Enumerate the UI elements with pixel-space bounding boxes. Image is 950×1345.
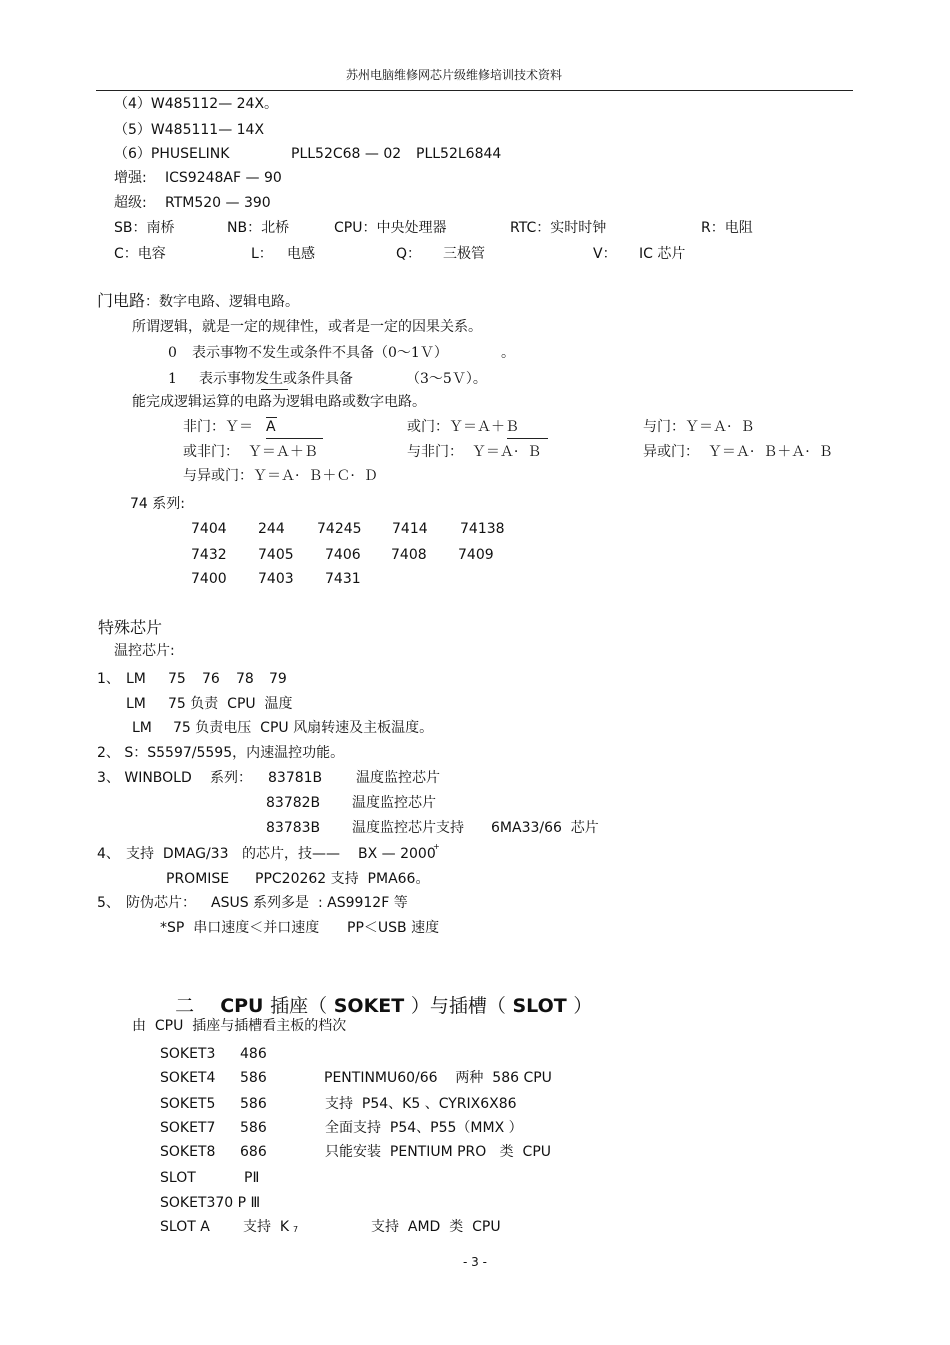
abbr-q: Q： (396, 246, 422, 262)
series74-cell: 7409 (458, 547, 494, 563)
and-gate: 与门：Ｙ＝Ａ· Ｂ (643, 419, 755, 435)
gate-capable: 能完成逻辑运算的电路为逻辑电路或数字电路。 (132, 394, 426, 410)
gate-title-suffix: ：数字电路、逻辑电路。 (145, 294, 300, 310)
special-title: 特殊芯片 (98, 618, 163, 637)
not-gate-overbar (266, 417, 277, 418)
socket-name: SOKET5 (160, 1096, 216, 1112)
series74-cell: 7414 (392, 521, 428, 537)
abbr-sb: SB：南桥 (114, 220, 175, 236)
line-6-c: PLL52L6844 (416, 146, 502, 162)
series74-cell: 7403 (258, 571, 294, 587)
item5b-sp: *SP 串口速度＜并口速度 (160, 920, 320, 936)
item4-chip: 的芯片，技—— (242, 846, 340, 862)
nor-gate: 或非门： Ｙ＝Ａ＋Ｂ (183, 444, 318, 460)
abbr-c: C：电容 (114, 246, 166, 262)
line-6-b: PLL52C68 — 02 (291, 146, 402, 162)
gate-desc: 所谓逻辑，就是一定的规律性，或者是一定的因果关系。 (132, 319, 482, 335)
item1-lm: LM (126, 671, 146, 687)
item4b-text: PPC20262 支持 PMA66。 (255, 871, 430, 887)
item4-sup: + (433, 842, 440, 851)
socket-class: 486 (240, 1046, 267, 1062)
page-number: - 3 - (463, 1255, 487, 1269)
abbr-l: L： (251, 246, 273, 262)
series74-cell: 7405 (258, 547, 294, 563)
abbr-q-value: 三极管 (443, 246, 485, 262)
section2-title-d: ）与插槽（ (410, 995, 506, 1017)
item4-num: 4、 (97, 846, 120, 862)
series74-cell: 74245 (317, 521, 362, 537)
series74-cell: 7408 (391, 547, 427, 563)
super-label: 超级: (114, 195, 147, 211)
socket-desc: 支持 P54、K5 、CYRIX6X86 (325, 1096, 517, 1112)
item3-chip3-desc: 温度监控芯片支持 (352, 820, 464, 836)
gate-zero-end: 。 (501, 345, 515, 361)
super-value: RTM520 — 390 (165, 195, 271, 211)
series74-cell: 7406 (325, 547, 361, 563)
socket-class: 686 (240, 1144, 267, 1160)
socket-name: SLOT (160, 1170, 196, 1186)
section2-heading (165, 981, 592, 1016)
item4-bx: BX — 2000 (358, 846, 436, 862)
socket-name: SOKET8 (160, 1144, 216, 1160)
socket-class: 586 (240, 1070, 267, 1086)
abbr-l-value: 电感 (287, 246, 315, 262)
item3-label: 3、 WINBOLD (97, 770, 192, 786)
or-gate: 或门：Ｙ＝Ａ＋Ｂ (407, 419, 519, 435)
or-gate-underline (507, 438, 548, 439)
line-4: （4）W485112— 24X。 (114, 96, 279, 112)
item1a-lm: LM (126, 696, 146, 712)
item1-75: 75 (168, 671, 186, 687)
and-xor-gate: 与异或门：Ｙ＝Ａ· Ｂ＋Ｃ· Ｄ (183, 468, 378, 484)
socket-class: 586 (240, 1096, 267, 1112)
abbr-v: V： (593, 246, 617, 262)
socket-name: SLOT A (160, 1219, 210, 1235)
socket-name: SOKET370 P Ⅲ (160, 1195, 261, 1211)
section2-title-e: SLOT (505, 995, 574, 1017)
item1-num: 1、 (97, 671, 120, 687)
section2-title-f: ） (573, 995, 593, 1017)
item3-chip3: 83783B (266, 820, 321, 836)
section2-title-b: 插座（ (270, 995, 328, 1017)
xor-gate: 异或门： Ｙ＝Ａ· Ｂ＋Ａ· Ｂ (643, 444, 833, 460)
gate-one-text: 表示事物发生或条件具备 (199, 371, 353, 387)
section2-title-c: SOKET (327, 995, 411, 1017)
gate-heading (97, 293, 299, 309)
item3-chip3-extra: 6MA33/66 芯片 (491, 820, 599, 836)
series74-cell: 7404 (191, 521, 227, 537)
item4b-promise: PROMISE (166, 871, 230, 887)
socket-desc: 只能安装 PENTIUM PRO 类 CPU (325, 1144, 552, 1160)
gate-underline-mark (261, 389, 288, 390)
line-6-a: （6）PHUSELINK (114, 146, 230, 162)
abbr-nb: NB：北桥 (227, 220, 290, 236)
section2-intro: 由 CPU 插座与插槽看主板的档次 (132, 1018, 347, 1034)
enhanced-label: 增强: (114, 170, 147, 186)
special-subtitle: 温控芯片: (114, 643, 175, 659)
socket-class: 586 (240, 1120, 267, 1136)
item1-78: 78 (236, 671, 254, 687)
nand-gate: 与非门： Ｙ＝Ａ· Ｂ (407, 444, 542, 460)
not-gate-label: 非门：Ｙ＝ (183, 419, 253, 435)
gate-one-range: （3～5Ｖ）。 (406, 371, 487, 387)
item4-support: 支持 DMAG/33 (126, 846, 229, 862)
item1-79: 79 (269, 671, 287, 687)
item1a-text: 75 负责 CPU 温度 (168, 696, 293, 712)
item1b-lm: LM (132, 720, 152, 736)
page-header-title: 苏州电脑维修网芯片级维修培训技术资料 (346, 68, 563, 82)
socket-desc: 全面支持 P54、P55（MMX ） (325, 1120, 523, 1136)
abbr-v-value: IC 芯片 (639, 246, 686, 262)
section2-number: 二 (175, 995, 195, 1017)
enhanced-value: ICS9248AF — 90 (165, 170, 282, 186)
socket-name: SOKET3 (160, 1046, 216, 1062)
item3-series: 系列： (210, 770, 252, 786)
series74-cell: 244 (258, 521, 285, 537)
header-rule (96, 90, 853, 91)
series74-cell: 7400 (191, 571, 227, 587)
item1-76: 76 (202, 671, 220, 687)
series74-cell: 7432 (191, 547, 227, 563)
socket-name: SOKET4 (160, 1070, 216, 1086)
item5-label: 防伪芯片： (126, 895, 196, 911)
item3-chip1: 83781B (268, 770, 323, 786)
line-5: （5）W485111— 14X (114, 122, 265, 138)
item3-chip2-desc: 温度监控芯片 (352, 795, 436, 811)
abbr-r: R：电阻 (701, 220, 753, 236)
socket-name: SOKET7 (160, 1120, 216, 1136)
socket-class: PⅡ (244, 1170, 260, 1186)
item3-chip2: 83782B (266, 795, 321, 811)
item5b-pp: PP＜USB 速度 (347, 920, 440, 936)
item2: 2、 S：S5597/5595，内速温控功能。 (97, 745, 345, 761)
gate-zero-num: 0 (168, 345, 177, 361)
not-gate-underline (266, 438, 323, 439)
series74-cell: 74138 (460, 521, 505, 537)
not-gate-var: A (266, 419, 276, 435)
socket-desc: 支持 AMD 类 CPU (371, 1219, 501, 1235)
socket-class: 支持 K (243, 1219, 290, 1235)
gate-zero-text: 表示事物不发生或条件不具备（0～1Ｖ） (192, 345, 448, 361)
item3-chip1-desc: 温度监控芯片 (356, 770, 440, 786)
item5-num: 5、 (97, 895, 120, 911)
series74-label: 74 系列: (130, 496, 185, 512)
section2-title-a: CPU (220, 995, 271, 1017)
socket-class-sub: 7 (293, 1225, 299, 1234)
abbr-rtc: RTC：实时时钟 (510, 220, 607, 236)
item5-text: ASUS 系列多是 : AS9912F 等 (211, 895, 408, 911)
gate-title: 门电路 (97, 291, 146, 310)
socket-desc: PENTINMU60/66 两种 586 CPU (324, 1070, 552, 1086)
item1b-text: 75 负责电压 CPU 风扇转速及主板温度。 (173, 720, 434, 736)
gate-one-num: 1 (168, 371, 177, 387)
series74-cell: 7431 (325, 571, 361, 587)
abbr-cpu: CPU：中央处理器 (334, 220, 447, 236)
